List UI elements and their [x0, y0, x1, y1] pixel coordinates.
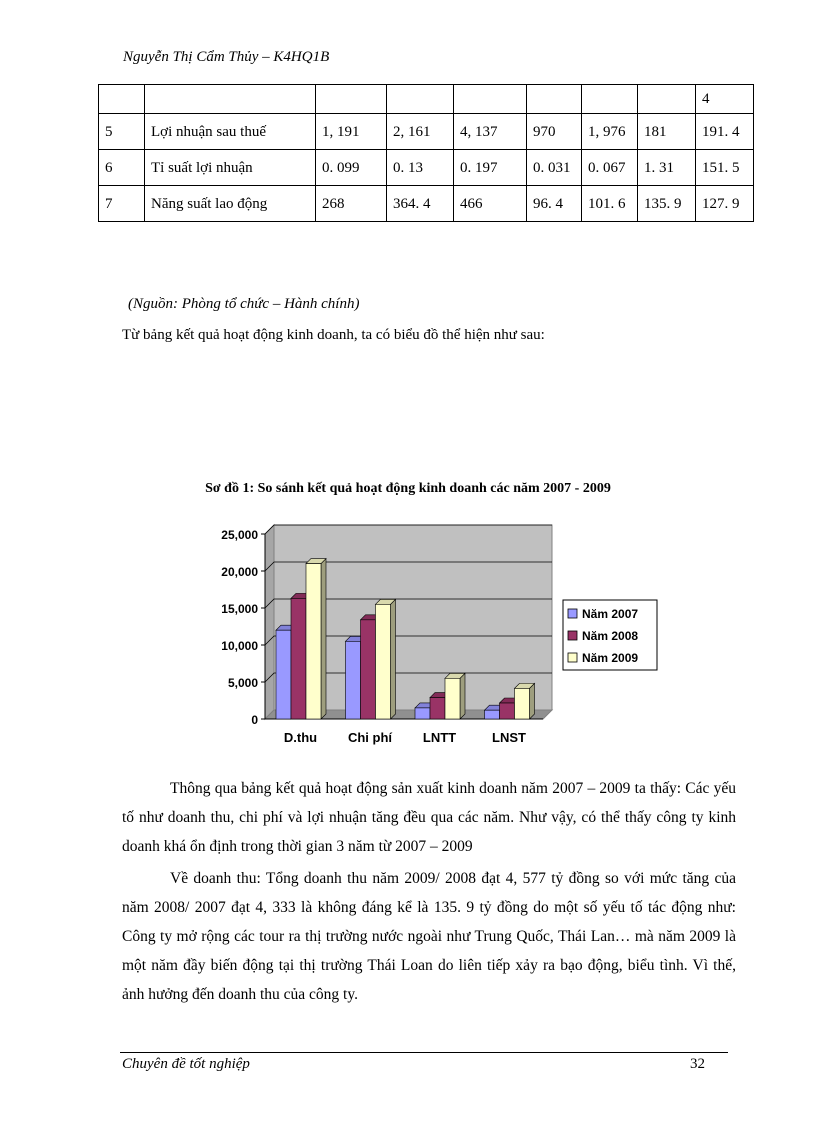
table-cell: 5 [99, 114, 145, 150]
table-cell: 191. 4 [696, 114, 754, 150]
paragraph-1-text: Thông qua bảng kết quả hoạt động sản xuất kinh doanh năm 2007 – 2009 ta thấy: Các yếu tố như doanh thu, chi phí và lợi nhuận tăng đều qua các năm. Như vậy, có thể thấy công ty kinh doanh khá ổn định trong thời gian 3 năm từ 2007 – 2009 [122, 780, 736, 855]
y-tick-label: 5,000 [227, 676, 258, 690]
x-tick-label: Chi phí [347, 730, 393, 745]
table-cell: 151. 5 [696, 150, 754, 186]
y-tick-label: 20,000 [221, 565, 258, 579]
table-cell: 4, 137 [454, 114, 527, 150]
table-cell: 101. 6 [582, 186, 638, 222]
table-cell: 6 [99, 150, 145, 186]
x-tick-label: LNTT [422, 730, 457, 745]
table-cell: 0. 197 [454, 150, 527, 186]
table-cell: 466 [454, 186, 527, 222]
bar [306, 564, 321, 719]
table-cell: Tỉ suất lợi nhuận [145, 150, 316, 186]
y-tick-label: 15,000 [221, 602, 258, 616]
table-cell: 127. 9 [696, 186, 754, 222]
legend-label: Năm 2009 [582, 651, 639, 665]
table-cell: 4 [696, 85, 754, 114]
bar [445, 678, 460, 719]
footer-divider [120, 1052, 728, 1053]
table-cell: Lợi nhuận sau thuế [145, 114, 316, 150]
x-tick-label: D.thu [283, 730, 318, 745]
x-tick-label: LNST [492, 730, 526, 745]
bar-side [460, 673, 465, 719]
legend-swatch [568, 653, 577, 662]
page-number: 32 [690, 1056, 705, 1072]
bar [376, 604, 391, 719]
table-cell: 0. 067 [582, 150, 638, 186]
table-cell: 96. 4 [527, 186, 582, 222]
bar [346, 641, 361, 719]
bar [415, 708, 430, 719]
table-cell: 1, 976 [582, 114, 638, 150]
bar [291, 598, 306, 719]
legend-label: Năm 2008 [582, 629, 639, 643]
table-cell: 181 [638, 114, 696, 150]
table-cell: 970 [527, 114, 582, 150]
source-note: (Nguồn: Phòng tổ chức – Hành chính) [128, 296, 360, 312]
table-cell: Năng suất lao động [145, 186, 316, 222]
bar-side [391, 599, 396, 719]
table-cell: 135. 9 [638, 186, 696, 222]
legend-swatch [568, 631, 577, 640]
bar-side [530, 683, 535, 719]
bar [276, 630, 291, 719]
table-cell: 1. 31 [638, 150, 696, 186]
bar [430, 698, 445, 719]
y-tick-label: 25,000 [221, 528, 258, 542]
chart-title: Sơ đồ 1: So sánh kết quả hoạt động kinh doanh các năm 2007 - 2009 [205, 481, 611, 496]
bar [515, 688, 530, 719]
bar-side [321, 559, 326, 719]
table-cell: 0. 099 [316, 150, 387, 186]
page-header: Nguyễn Thị Cẩm Thủy – K4HQ1B [123, 49, 330, 65]
table-cell: 0. 13 [387, 150, 454, 186]
paragraph-1 [122, 774, 736, 861]
bar [361, 620, 376, 719]
table-cell: 268 [316, 186, 387, 222]
table-cell: 0. 031 [527, 150, 582, 186]
chart-side-wall [265, 525, 274, 719]
bar [485, 710, 500, 719]
intro-text: Từ bảng kết quả hoạt động kinh doanh, ta có biểu đồ thể hiện như sau: [122, 327, 545, 343]
table-cell: 7 [99, 186, 145, 222]
legend-label: Năm 2007 [582, 607, 639, 621]
legend-swatch [568, 609, 577, 618]
y-tick-label: 0 [251, 713, 258, 727]
table-cell: 364. 4 [387, 186, 454, 222]
paragraph-2 [122, 864, 736, 1009]
paragraph-2-text: Về doanh thu: Tổng doanh thu năm 2009/ 2008 đạt 4, 577 tỷ đồng so với mức tăng của năm 2008/ 2007 đạt 4, 333 là không đáng kể là 135. 9 tỷ đồng do một số yếu tố tác động như: Công ty mở rộng các tour ra thị trường nước ngoài như Trung Quốc, Thái Lan… mà năm 2009 là một năm đầy biến động tại thị trường Thái Loan do liên tiếp xảy ra bạo động, biểu tình. Vì thế, ảnh hưởng đến doanh thu của công ty. [122, 870, 736, 1003]
table-cell: 1, 191 [316, 114, 387, 150]
bar [500, 703, 515, 719]
table-cell: 2, 161 [387, 114, 454, 150]
footer-title: Chuyên đề tốt nghiệp [122, 1056, 250, 1072]
y-tick-label: 10,000 [221, 639, 258, 653]
